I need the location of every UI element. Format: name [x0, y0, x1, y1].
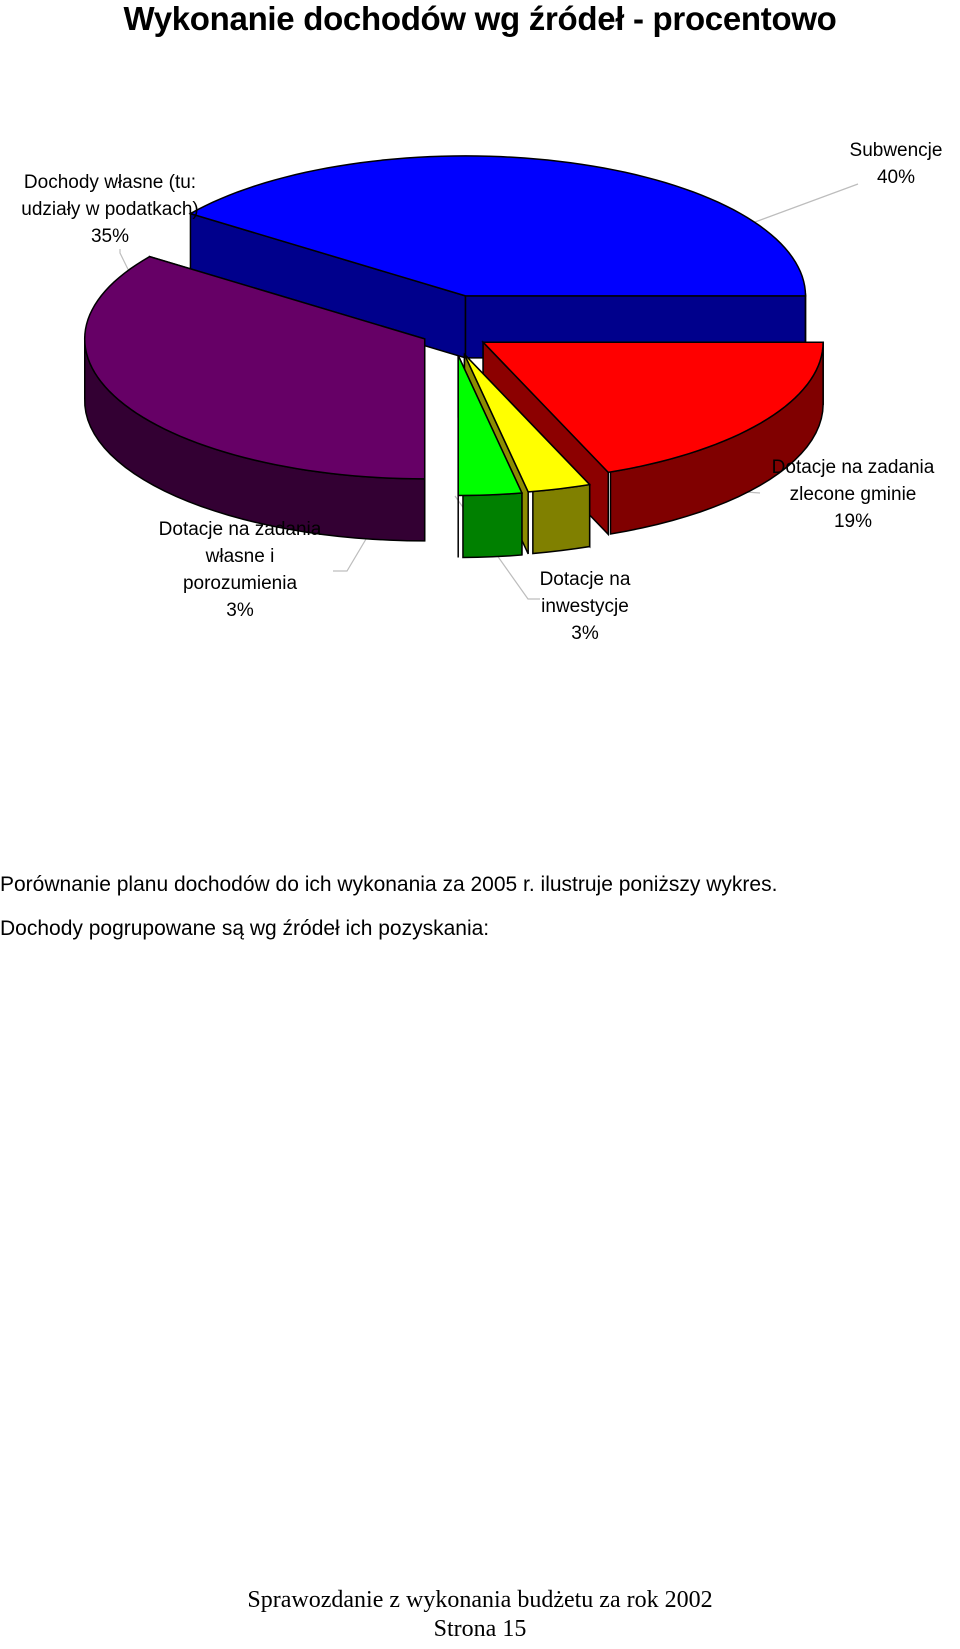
slice-label-dotacje-zlecone: Dotacje na zadania zlecone gminie 19% — [771, 457, 935, 532]
body-text-line-2: Dochody pogrupowane są wg źródeł ich pozyskania: — [0, 917, 490, 940]
footer-report-title: Sprawozdanie z wykonania budżetu za rok 2002 — [247, 1587, 713, 1613]
slice-3-rim-0 — [463, 493, 522, 557]
chart-title: Wykonanie dochodów wg źródeł - procentowo — [123, 0, 837, 37]
slice-label-dochody-wlasne: Dochody własne (tu: udziały w podatkach) 35% — [21, 172, 199, 247]
slice-label-dotacje-inwestycje: Dotacje na inwestycje 3% — [539, 569, 631, 644]
slice-2-rim-0 — [533, 485, 590, 554]
footer-page-number: Strona 15 — [433, 1616, 527, 1642]
slice-label-dotacje-wlasne: Dotacje na zadania własne i porozumienia 3% — [158, 519, 322, 621]
body-text-line-1: Porównanie planu dochodów do ich wykonania za 2005 r. ilustruje poniższy wykres. — [0, 873, 778, 896]
slice-label-subwencje: Subwencje 40% — [849, 140, 943, 188]
